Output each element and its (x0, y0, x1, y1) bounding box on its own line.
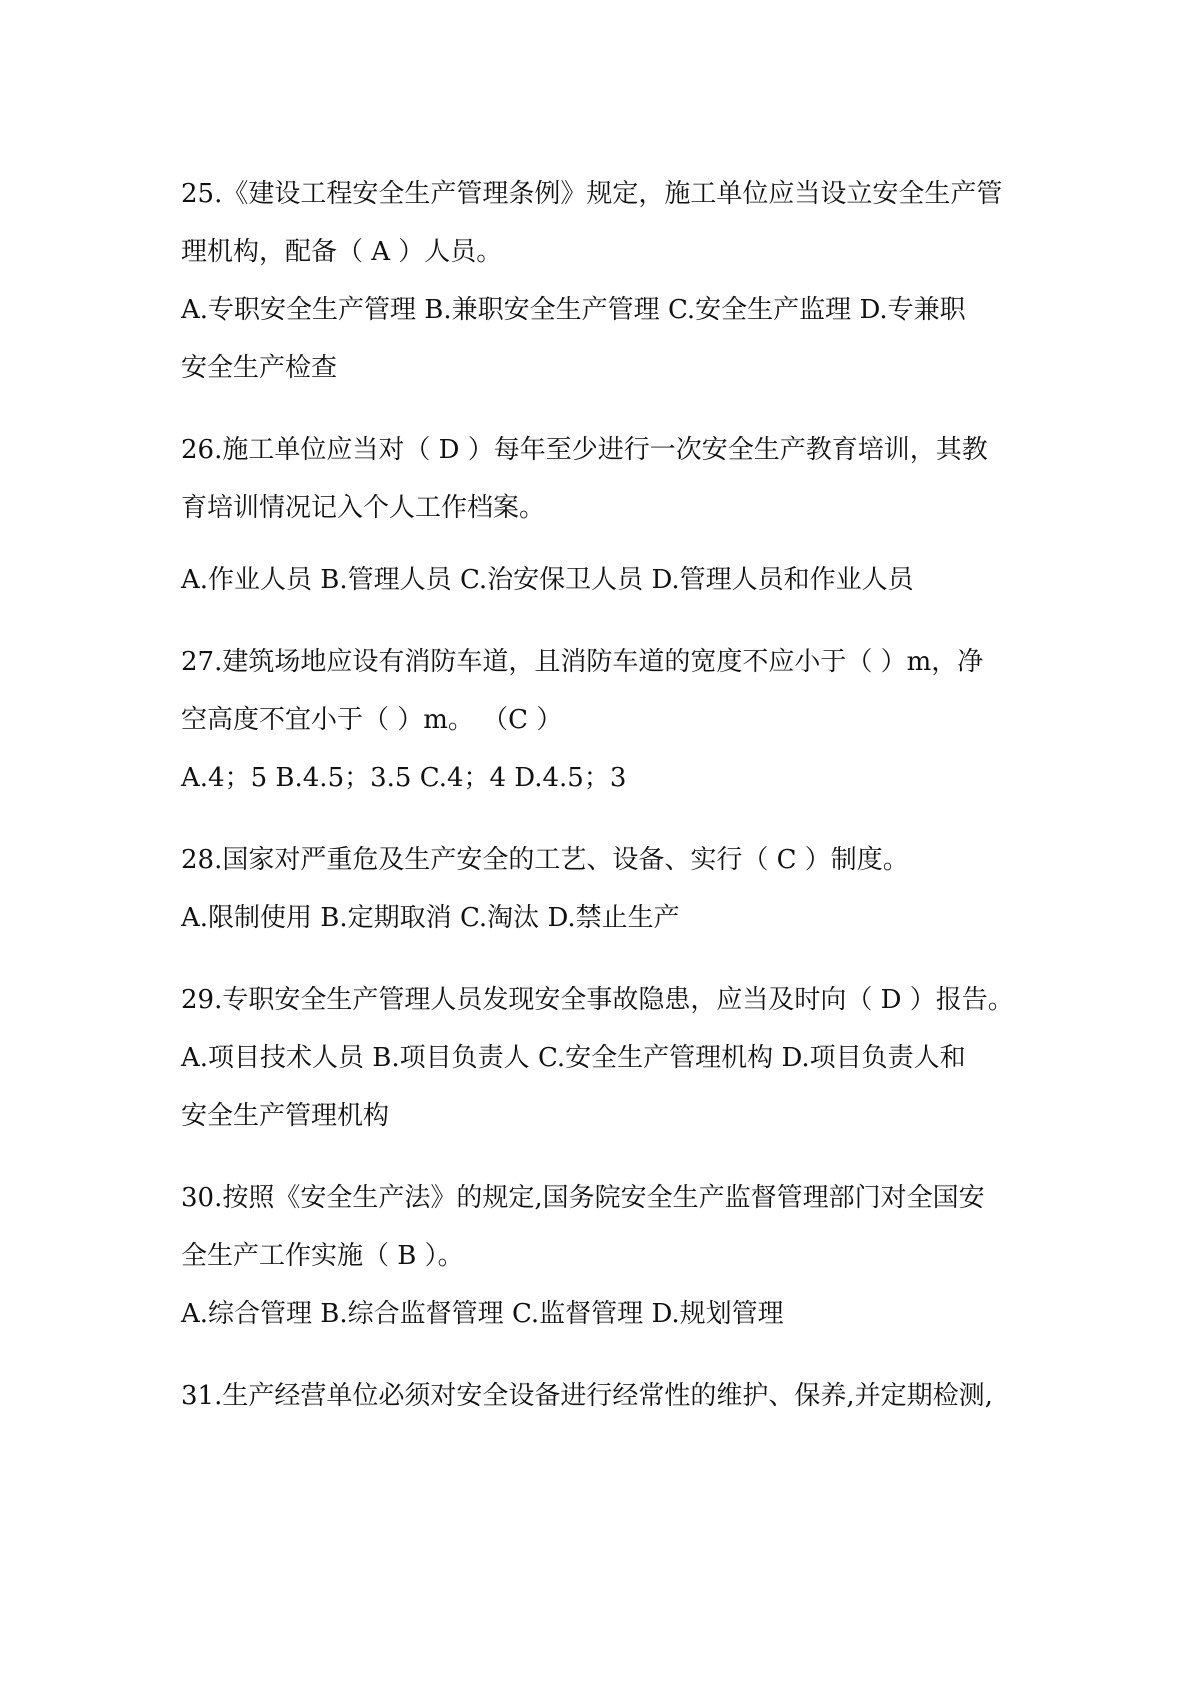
question-stem-line: 25.《建设工程安全生产管理条例》规定，施工单位应当设立安全生产管 (181, 179, 1003, 209)
question-stem-line: 28.国家对严重危及生产安全的工艺、设备、实行（ C ）制度。 (181, 845, 909, 875)
question-stem-line: 全生产工作实施（ B ）。 (181, 1241, 464, 1271)
question-options-line: A.作业人员 B.管理人员 C.治安保卫人员 D.管理人员和作业人员 (181, 565, 914, 595)
question-stem-line: 27.建筑场地应设有消防车道，且消防车道的宽度不应小于（ ）m，净 (181, 647, 984, 677)
question-options-line: 安全生产管理机构 (181, 1101, 390, 1131)
question-stem-line: 30.按照《安全生产法》的规定,国务院安全生产监督管理部门对全国安 (181, 1183, 985, 1213)
question-stem-line: 空高度不宜小于（ ）m。 （C ） (181, 705, 563, 735)
question-options-line: A.专职安全生产管理 B.兼职安全生产管理 C.安全生产监理 D.专兼职 (181, 295, 966, 325)
question-options-line: A.项目技术人员 B.项目负责人 C.安全生产管理机构 D.项目负责人和 (181, 1043, 966, 1073)
question-options-line: 安全生产检查 (181, 353, 338, 383)
question-options-line: A.限制使用 B.定期取消 C.淘汰 D.禁止生产 (181, 903, 680, 933)
question-stem-line: 育培训情况记入个人工作档案。 (181, 493, 546, 523)
question-options-line: A.综合管理 B.综合监督管理 C.监督管理 D.规划管理 (181, 1299, 784, 1329)
question-options-line: A.4；5 B.4.5；3.5 C.4；4 D.4.5；3 (181, 763, 627, 793)
question-stem-line: 29.专职安全生产管理人员发现安全事故隐患，应当及时向（ D ）报告。 (181, 985, 1014, 1015)
question-stem-line: 31.生产经营单位必须对安全设备进行经常性的维护、保养,并定期检测, (181, 1381, 993, 1411)
question-stem-line: 理机构，配备（ A ）人员。 (181, 237, 503, 267)
question-stem-line: 26.施工单位应当对（ D ）每年至少进行一次安全生产教育培训，其教 (181, 435, 988, 465)
